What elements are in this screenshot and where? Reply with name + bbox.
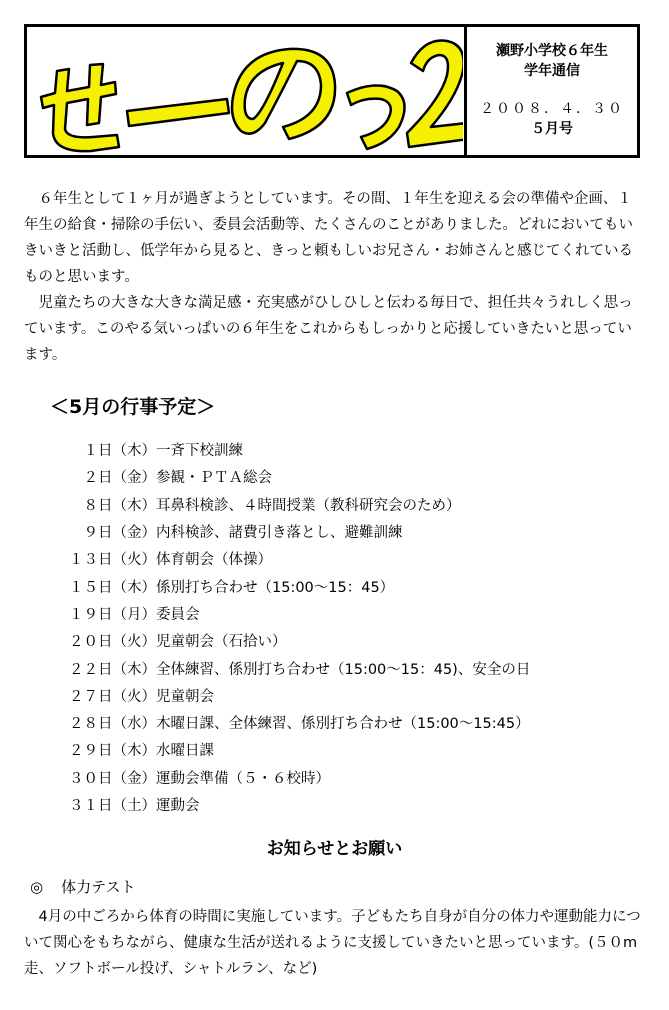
notice-topic: 体力テスト	[61, 878, 136, 896]
schedule-day: １９日（月）	[69, 606, 156, 623]
school-name: 瀬野小学校６年生	[496, 43, 608, 59]
schedule-event: 児童朝会（石拾い）	[156, 634, 287, 651]
schedule-day: ２０日（火）	[69, 634, 156, 651]
title-logo	[27, 27, 467, 155]
schedule-row	[42, 518, 642, 545]
newsletter-type: 学年通信	[524, 63, 580, 79]
schedule-row	[42, 463, 642, 490]
notice-body	[24, 904, 646, 982]
issue-date: ２００８．４．３０	[480, 101, 624, 117]
schedule-event: 参観・ＰＴＡ総会	[156, 470, 272, 487]
schedule-row	[42, 545, 642, 572]
schedule-day: ２７日（火）	[69, 688, 156, 705]
schedule-day: ２９日（木）	[69, 743, 156, 760]
schedule-row	[42, 764, 642, 791]
schedule-day: ３０日（金）	[69, 770, 156, 787]
title-wordart	[27, 27, 463, 155]
schedule-day: ８日（木）	[83, 497, 156, 514]
schedule-row	[42, 709, 642, 736]
schedule-event: 児童朝会	[156, 688, 214, 705]
intro-paragraph-2: 児童たちの大きな大きな満足感・充実感がひしひしと伝わる毎日で、担任共々うれしく思っています。このやる気いっぱいの６年生をこれからもしっかりと応援していきたいと思っています。	[24, 295, 633, 363]
schedule-row	[42, 791, 642, 818]
schedule-event: 運動会準備（５・６校時）	[156, 770, 330, 787]
schedule-event: 係別打ち合わせ（15:00～15：45）	[156, 579, 395, 596]
schedule-day: ２２日（木）	[69, 661, 156, 678]
schedule-day: ９日（金）	[83, 525, 156, 542]
schedule-event: 木曜日課、全体練習、係別打ち合わせ（15:00～15:45）	[156, 716, 530, 733]
schedule-day: ２８日（水）	[69, 716, 156, 733]
schedule-day: ３１日（土）	[69, 798, 156, 814]
notice-topic-heading	[30, 876, 136, 897]
schedule-event: 水曜日課	[156, 743, 214, 760]
schedule-event: 委員会	[156, 606, 200, 623]
schedule-heading: ＜5月の行事予定＞	[50, 396, 216, 418]
schedule-event: 耳鼻科検診、４時間授業（教科研究会のため）	[156, 497, 461, 514]
schedule-row	[42, 572, 642, 599]
schedule-row	[42, 600, 642, 627]
schedule-list	[42, 436, 642, 818]
intro-text	[24, 186, 646, 368]
schedule-row	[42, 682, 642, 709]
schedule-row	[42, 736, 642, 763]
notice-paragraph: 4月の中ごろから体育の時間に実施しています。子どもたち自身が自分の体力や運動能力について関心をもちながら、健康な生活が送れるように支援していきたいと思っています。(５０m走、ソフトボール投げ、シャトルラン、など)	[24, 909, 641, 977]
schedule-event: 運動会	[156, 798, 200, 814]
schedule-day: １日（木）	[83, 443, 156, 460]
schedule-row	[42, 491, 642, 518]
schedule-row	[42, 627, 642, 654]
schedule-event: 体育朝会（体操）	[156, 552, 272, 569]
schedule-row	[42, 654, 642, 681]
newsletter-header	[24, 24, 640, 158]
schedule-event: 内科検診、諸費引き落とし、避難訓練	[156, 525, 403, 542]
notice-heading: お知らせとお願い	[266, 839, 403, 859]
schedule-day: １３日（火）	[69, 552, 156, 569]
schedule-event: 全体練習、係別打ち合わせ（15:00～15：45)、安全の日	[156, 661, 531, 678]
schedule-day: ２日（金）	[83, 470, 156, 487]
schedule-event: 一斉下校訓練	[156, 443, 243, 460]
issue-number: ５月号	[531, 121, 573, 137]
schedule-day: １５日（木）	[69, 579, 156, 596]
header-info	[467, 27, 637, 155]
intro-paragraph-1: ６年生として１ヶ月が過ぎようとしています。その間、１年生を迎える会の準備や企画、１年生の給食・掃除の手伝い、委員会活動等、たくさんのことがありました。どれにおいてもいきいきと活動し、低学年から見ると、きっと頼もしいお兄さん・お姉さんと感じてくれているものと思います。	[24, 191, 633, 285]
schedule-row	[42, 436, 642, 463]
double-circle-icon: ◎	[30, 878, 44, 896]
